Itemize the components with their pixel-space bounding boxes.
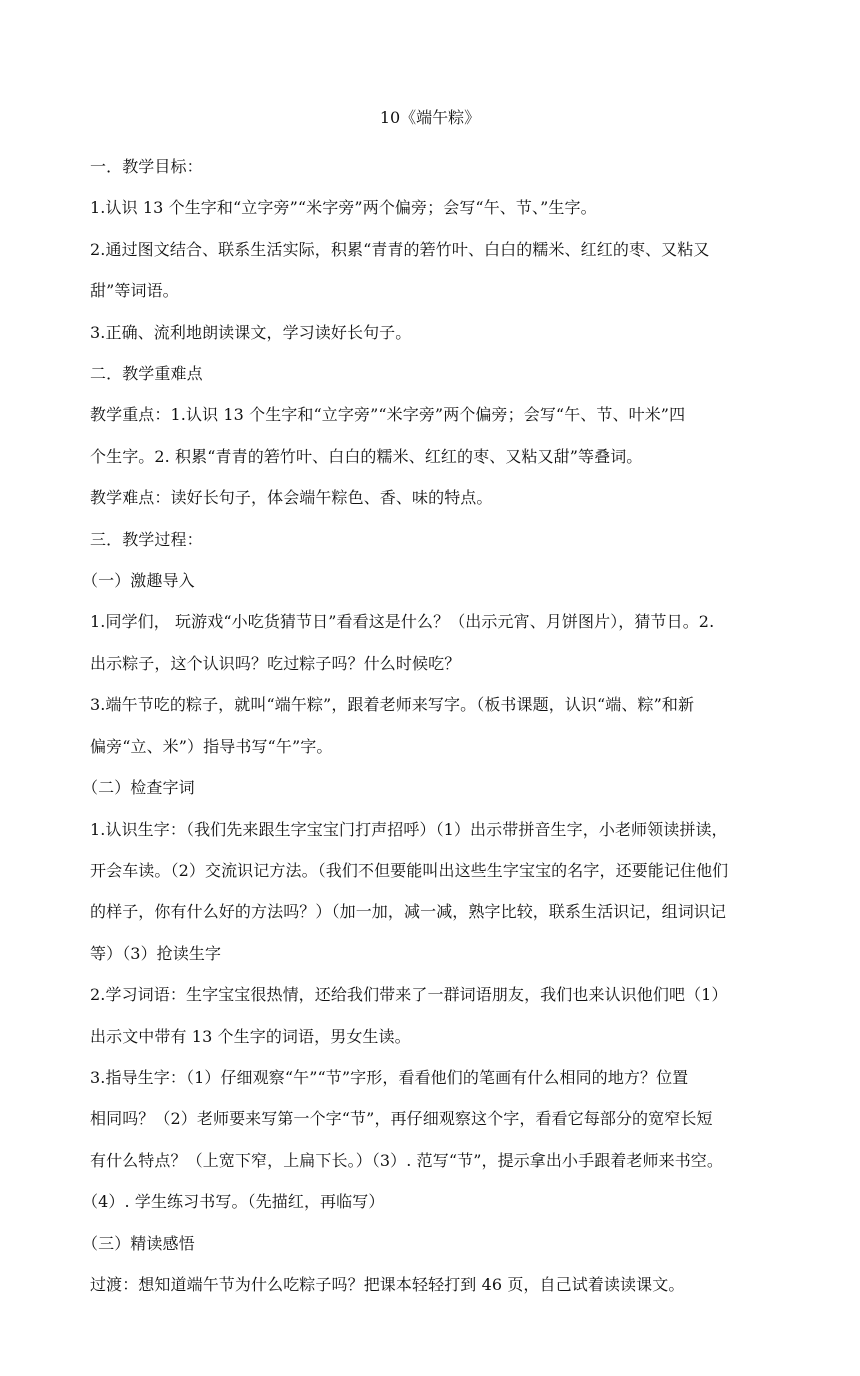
paragraph-line: 出示文中带有 13 个生字的词语，男女生读。 (90, 1026, 411, 1046)
paragraph-line: 3.正确、流利地朗读课文，学习读好长句子。 (90, 322, 412, 342)
paragraph-line: 1.认识生字：（我们先来跟生字宝宝门打声招呼）（1）出示带拼音生字，小老师领读拼读， (90, 819, 728, 839)
paragraph-line: 2.学习词语：生字宝宝很热情，还给我们带来了一群词语朋友，我们也来认识他们吧（1） (90, 985, 728, 1005)
paragraph-line: 偏旁“立、米”）指导书写“午”字。 (90, 736, 333, 756)
paragraph-line: 甜”等词语。 (90, 281, 179, 301)
heading-key-points: 二．教学重难点 (90, 364, 203, 384)
paragraph-line: 过渡：想知道端午节为什么吃粽子吗？把课本轻轻打到 46 页，自己试着读读课文。 (90, 1274, 685, 1294)
paragraph-line: 1.认识 13 个生字和“立字旁”“米字旁”两个偏旁；会写“午、节、”生字。 (90, 198, 597, 218)
paragraph-line: 等）（3）抢读生字 (90, 943, 222, 963)
paragraph-line: 有什么特点？（上宽下窄，上扁下长。）（3）. 范写“节”，提示拿出小手跟着老师来书空。 (90, 1150, 724, 1170)
paragraph-line: 2.通过图文结合、联系生活实际，积累“青青的箬竹叶、白白的糯米、红红的枣、又粘又 (90, 239, 710, 259)
subheading-check-words: （二）检查字词 (82, 778, 195, 798)
paragraph-line: 开会车读。（2）交流识记方法。（我们不但要能叫出这些生字宝宝的名字，还要能记住他们 (90, 860, 729, 880)
subheading-close-reading: （三）精读感悟 (82, 1233, 195, 1253)
subheading-intro: （一）激趣导入 (82, 571, 195, 591)
paragraph-line: 3.端午节吃的粽子，就叫“端午粽”，跟着老师来写字。（板书课题，认识“端、粽”和新 (90, 695, 695, 715)
paragraph-line: 1.同学们， 玩游戏“小吃货猜节日”看看这是什么？（出示元宵、月饼图片），猜节日。2. (90, 612, 715, 632)
paragraph-line: 个生字。2. 积累“青青的箬竹叶、白白的糯米、红红的枣、又粘又甜”等叠词。 (90, 446, 643, 466)
heading-objectives: 一．教学目标： (90, 157, 203, 176)
paragraph-line: 出示粽子，这个认识吗？吃过粽子吗？什么时候吃？ (90, 653, 461, 673)
paragraph-line: 相同吗？（2）老师要来写第一个字“节”，再仔细观察这个字，看看它每部分的宽窄长短 (90, 1109, 713, 1129)
paragraph-line: 3.指导生字：（1）仔细观察“午”“节”字形，看看他们的笔画有什么相同的地方？位置 (90, 1067, 689, 1087)
document-title: 10《端午粽》 (379, 108, 481, 127)
paragraph-line: （4）. 学生练习书写。（先描红，再临写） (82, 1192, 385, 1212)
document-body (82, 146, 778, 1305)
paragraph-line: 教学重点：1.认识 13 个生字和“立字旁”“米字旁”两个偏旁；会写“午、节、叶米”四 (90, 405, 686, 425)
paragraph-line: 的样子，你有什么好的方法吗？）（加一加，减一减，熟字比较，联系生活识记，组词识记 (90, 902, 727, 922)
paragraph-line: 教学难点：读好长句子，体会端午粽色、香、味的特点。 (90, 488, 493, 508)
heading-process: 三．教学过程： (90, 529, 203, 549)
